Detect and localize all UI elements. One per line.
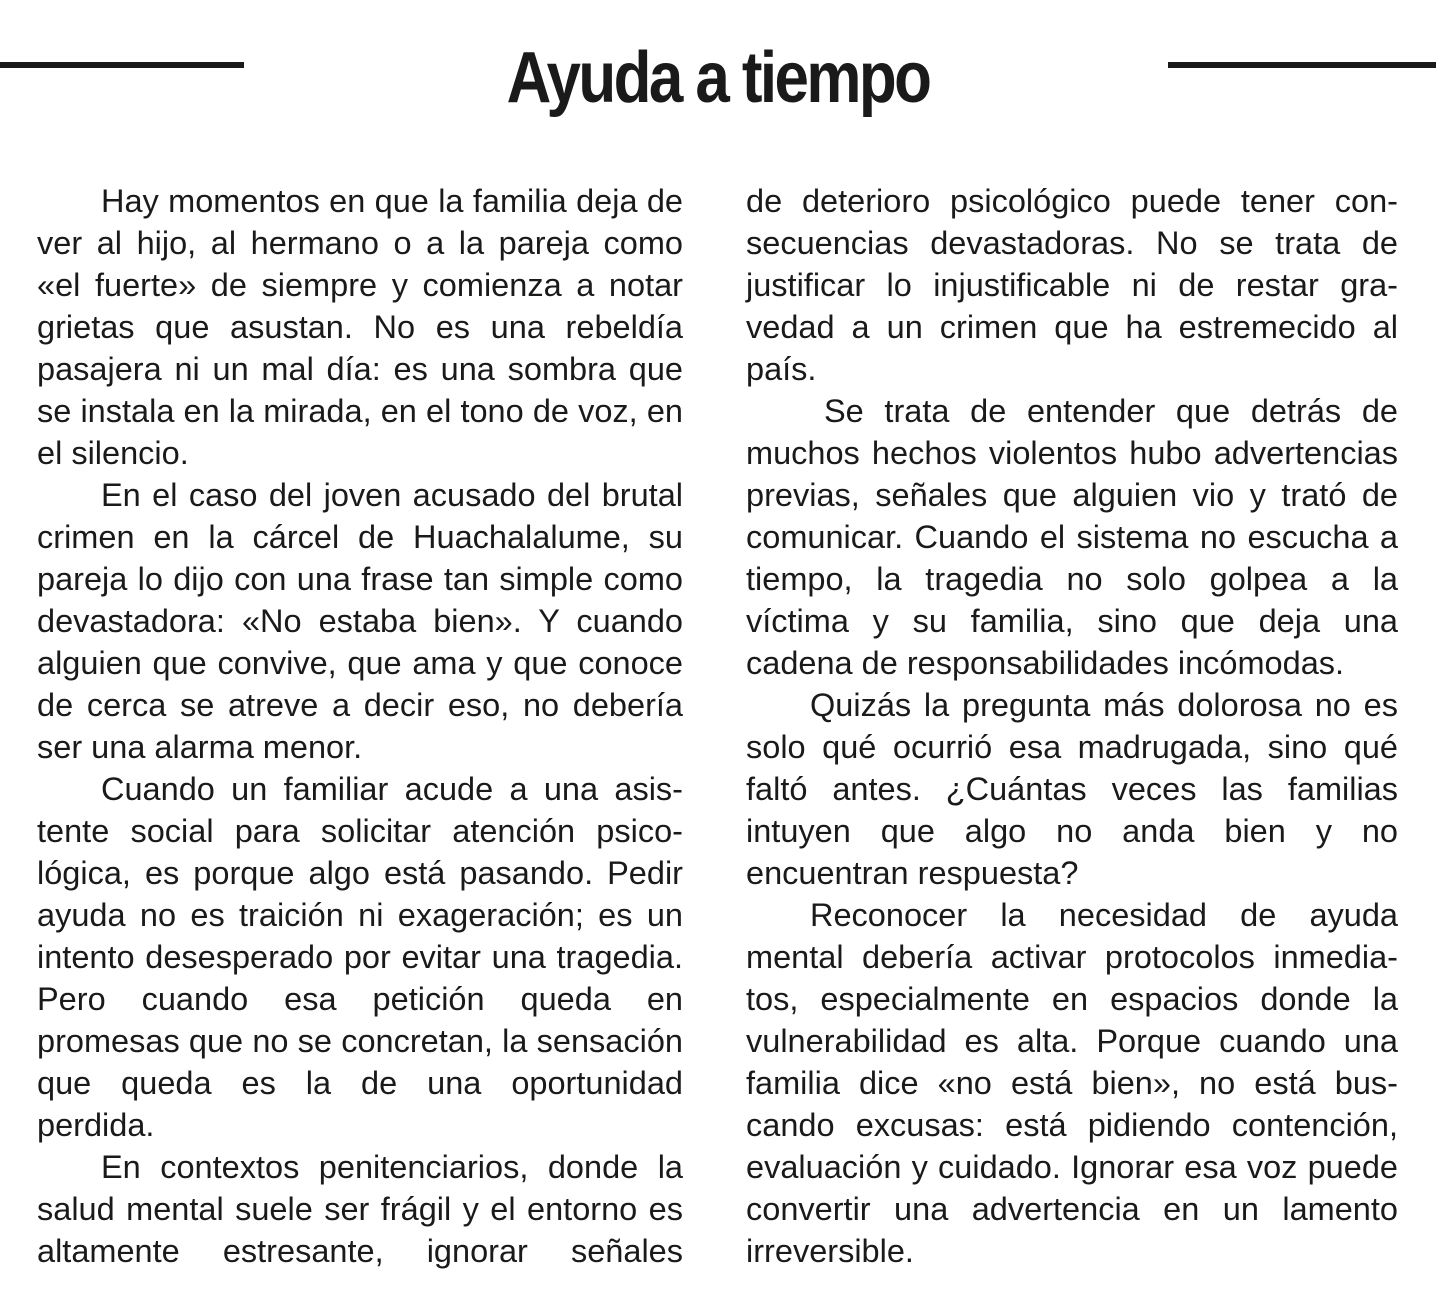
paragraph: En contextos penitenciarios, donde la salud mental suele ser frágil y el entorno es altamente estresante, ignorar señales bbox=[37, 1149, 683, 1269]
paragraph: Se trata de entender que detrás de muchos hechos violentos hubo advertencias previas, señales que alguien vio y trató de comunicar. Cuando el sistema no escucha a tiempo, la tragedia no solo golpea a la víctima y su familia, sino que deja una cadena de responsabilidades incómodas. bbox=[746, 393, 1398, 681]
right-column bbox=[746, 180, 1398, 1272]
paragraph: de deterioro psicológico puede tener consecuencias devastadoras. No se trata de justificar lo injustificable ni de restar gravedad a un crimen que ha estremecido al país. bbox=[746, 183, 1398, 387]
paragraph: Quizás la pregunta más dolorosa no es solo qué ocurrió esa madrugada, sino qué faltó antes. ¿Cuántas veces las familias intuyen que algo no anda bien y no encuentran respuesta? bbox=[746, 687, 1398, 891]
paragraph: Reconocer la necesidad de ayuda mental debería activar protocolos inmediatos, especialmente en espacios donde la vulnerabilidad es alta. Porque cuando una familia dice «no está bien», no está buscando excusas: está pidiendo contención, evaluación y cuidado. Ignorar esa voz puede convertir una advertencia en un lamento irreversible. bbox=[746, 897, 1398, 1269]
paragraph: Hay momentos en que la familia deja de ver al hijo, al hermano o a la pareja como «el fuerte» de siempre y comienza a notar grietas que asustan. No es una rebeldía pasajera ni un mal día: es una sombra que se instala en la mirada, en el tono de voz, en el silencio. bbox=[37, 183, 683, 471]
paragraph: En el caso del joven acusado del brutal crimen en la cárcel de Huachalalume, su pareja lo dijo con una frase tan simple como devastadora: «No estaba bien». Y cuando alguien que convive, que ama y que conoce de cerca se atreve a decir eso, no debería ser una alarma menor. bbox=[37, 477, 683, 765]
title-rule-right bbox=[1168, 62, 1436, 68]
left-column bbox=[37, 180, 683, 1272]
article-title: Ayuda a tiempo bbox=[506, 38, 930, 118]
paragraph: Cuando un familiar acude a una asistente social para solicitar atención psicológica, es porque algo está pasando. Pedir ayuda no es traición ni exageración; es un intento desesperado por evitar una tragedia. Pero cuando esa petición queda en promesas que no se concretan, la sensación que queda es la de una oportunidad perdida. bbox=[37, 771, 683, 1143]
